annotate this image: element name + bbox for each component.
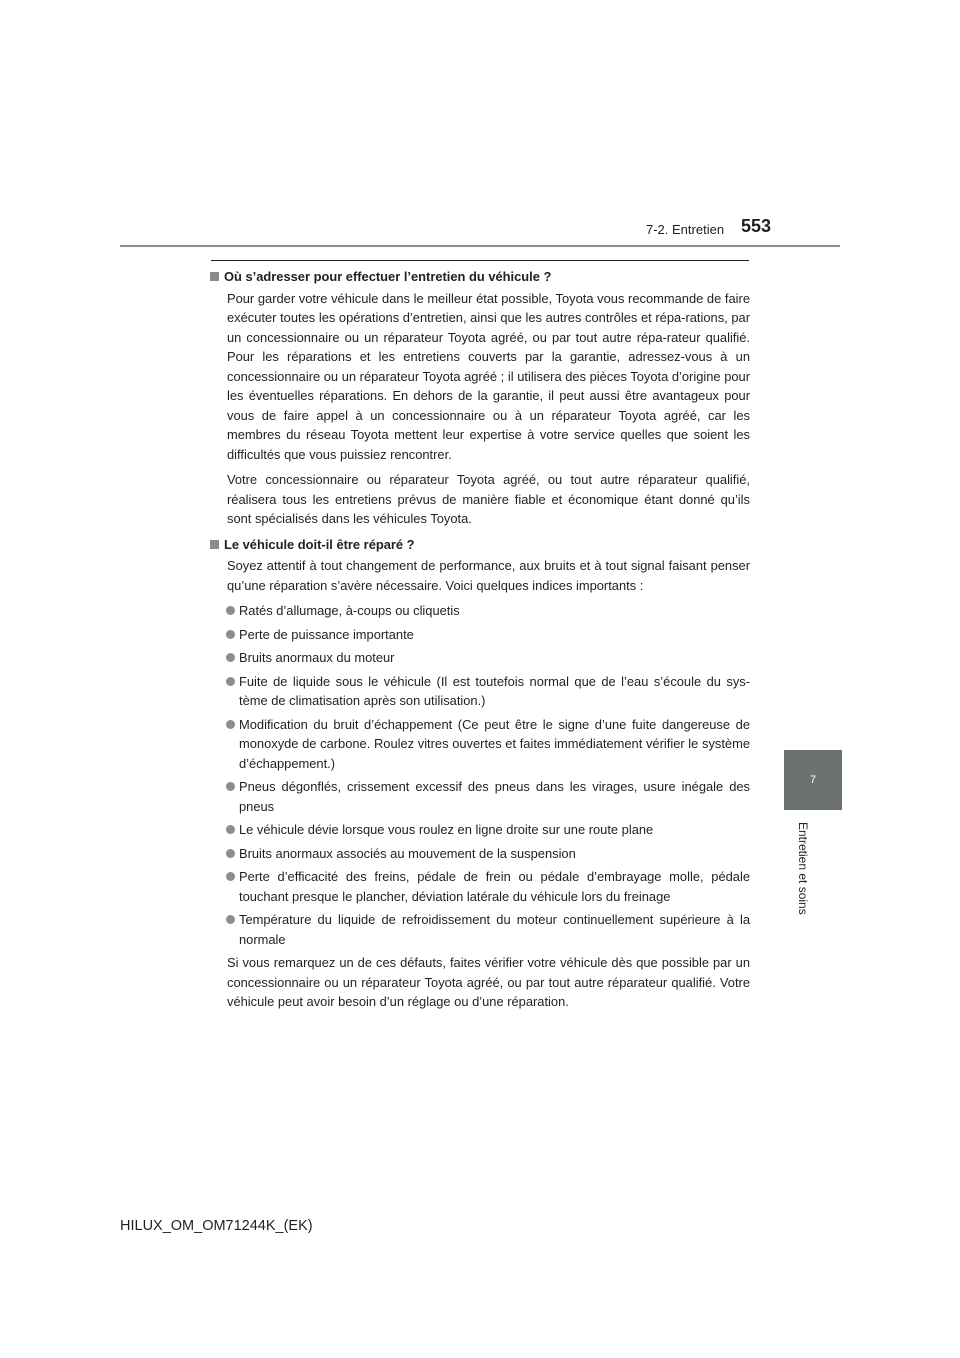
list-item [210, 867, 750, 906]
square-bullet-icon [210, 540, 219, 549]
header-divider [120, 245, 840, 247]
circle-bullet-icon [226, 653, 235, 662]
list-item [210, 648, 750, 668]
section-heading-text: Le véhicule doit-il être réparé ? [224, 536, 415, 552]
section-heading [210, 267, 750, 287]
symptom-list [210, 601, 750, 949]
footer-document-code: HILUX_OM_OM71244K_(EK) [120, 1218, 313, 1234]
list-item-text: Bruits anormaux associés au mouvement de la suspension [239, 845, 576, 861]
list-item [210, 715, 750, 774]
list-item-text: Le véhicule dévie lorsque vous roulez en ligne droite sur une route plane [239, 822, 654, 837]
list-item-text: Fuite de liquide sous le véhicule (Il est toutefois normal que de l’eau s’écoule du sys-tème de climatisation après son utilisation.) [239, 673, 750, 708]
list-item-text: Pneus dégonflés, crissement excessif des pneus dans les virages, usure inégale des pneus [239, 779, 750, 814]
list-item-text: Perte de puissance importante [239, 626, 414, 642]
page-content [210, 267, 750, 1018]
square-bullet-icon [210, 272, 219, 281]
circle-bullet-icon [226, 872, 235, 881]
list-item-text: Ratés d’allumage, à-coups ou cliquetis [239, 603, 460, 618]
chapter-side-label: Entretien et soins [796, 822, 810, 915]
list-item [210, 601, 750, 621]
circle-bullet-icon [226, 915, 235, 924]
paragraph-outro: Si vous remarquez un de ces défauts, faites vérifier votre véhicule dès que possible par un concessionnaire ou un réparateur Toyota agréé, ou par tout autre réparateur qualifié. Votre véhicule peut avoir besoin d’un réglage ou d’une réparation. [227, 955, 750, 1009]
list-item [210, 777, 750, 816]
chapter-tab: 7 [784, 750, 842, 810]
header-section-title: 7-2. Entretien [646, 222, 725, 237]
paragraph: Pour garder votre véhicule dans le meilleur état possible, Toyota vous recommande de faire exécuter toutes les opérations d’entretien, ainsi que les autres contrôles et répa-rations, par un concessionnaire ou un réparateur Toyota agréé, ou par tout autre répa-rateur qualifié. Pour les réparations et les entretiens couverts par la garantie, adressez-vous à un concessionnaire ou un réparateur Toyota agréé ; il utilisera des pièces Toyota d’origine pour les éventuelles réparations. En dehors de la garantie, il peut aussi être avantageux pour vous de faire appel à un concessionnaire ou à un réparateur Toyota agréé, car les membres du réseau Toyota mettent leur expertise à votre service quelles que soient les difficultés que vous puissiez rencontrer. [227, 290, 750, 462]
list-item-text: Modification du bruit d’échappement (Ce peut être le signe d’une fuite dangereuse de monoxyde de carbone. Roulez vitres ouvertes et faites immédiatement vérifier le système d’échappement.) [239, 716, 750, 771]
section-heading-text: Où s’adresser pour effectuer l’entretien du véhicule ? [224, 269, 552, 284]
list-item [210, 844, 750, 864]
circle-bullet-icon [226, 630, 235, 639]
page-number: 553 [741, 216, 772, 236]
list-item-text: Bruits anormaux du moteur [239, 650, 395, 665]
section-heading [210, 535, 750, 555]
circle-bullet-icon [226, 677, 235, 686]
list-item [210, 820, 750, 840]
list-item [210, 625, 750, 645]
circle-bullet-icon [226, 825, 235, 834]
content-top-rule [211, 260, 749, 261]
circle-bullet-icon [226, 782, 235, 791]
circle-bullet-icon [226, 720, 235, 729]
list-item [210, 672, 750, 711]
paragraph-intro: Soyez attentif à tout changement de performance, aux bruits et à tout signal faisant penser qu’une réparation s’avère nécessaire. Voici quelques indices importants : [227, 558, 750, 593]
list-item-text: Température du liquide de refroidissement du moteur continuellement supérieure à la normale [239, 912, 750, 947]
paragraph: Votre concessionnaire ou réparateur Toyota agréé, ou tout autre réparateur qualifié, réalisera tous les entretiens prévus de manière fiable et économique étant donné qu’ils sont spécialisés dans les véhicules Toyota. [227, 472, 750, 526]
list-item [210, 910, 750, 949]
list-item-text: Perte d’efficacité des freins, pédale de frein ou pédale d’embrayage molle, pédale touchant presque le plancher, déviation latérale du véhicule lors du freinage [239, 869, 750, 904]
circle-bullet-icon [226, 606, 235, 615]
circle-bullet-icon [226, 849, 235, 858]
